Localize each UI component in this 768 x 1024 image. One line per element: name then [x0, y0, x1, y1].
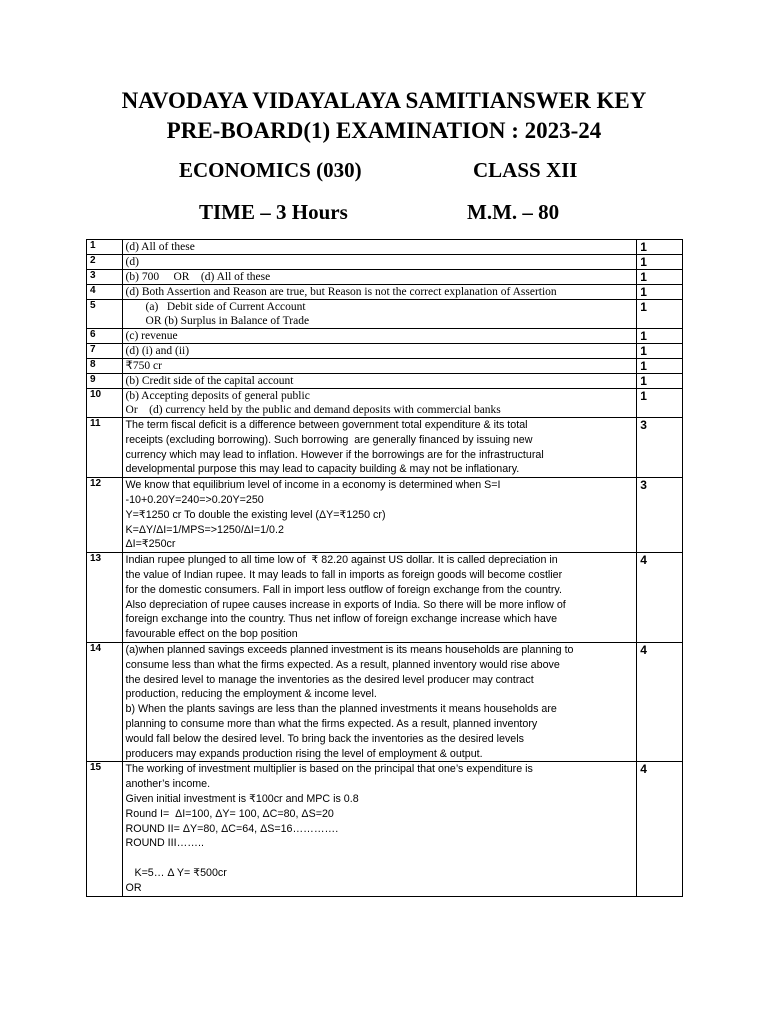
answer-line: (d) (i) and (ii) — [125, 345, 190, 357]
question-number: 10 — [87, 389, 123, 418]
answer-row — [87, 642, 683, 761]
answer-line: (b) Credit side of the capital account — [125, 375, 294, 387]
answer-line: We know that equilibrium level of income in a economy is determined when S=I — [125, 479, 501, 492]
answer-line: producers may expands production rising the level of employment & output. — [125, 747, 483, 760]
document-title-line-2: PRE-BOARD(1) EXAMINATION : 2023-24 — [166, 118, 602, 143]
marks-value: 4 — [637, 762, 683, 896]
time-label: TIME – 3 Hours — [199, 200, 348, 224]
answer-text — [122, 642, 637, 761]
answer-line: favourable effect on the bop position — [125, 628, 298, 641]
answer-line: another’s income. — [125, 778, 211, 791]
answer-row — [87, 374, 683, 389]
answer-line: Indian rupee plunged to all time low of ₹ 82.20 against US dollar. It is called depreciation in — [125, 554, 558, 567]
answer-line: would fall below the desired level. To bring back the inventories as the desired levels — [125, 732, 524, 745]
document-title-line-1: NAVODAYA VIDAYALAYA SAMITIANSWER KEY — [121, 88, 647, 113]
answer-line: (a) Debit side of Current Account — [145, 301, 306, 313]
answer-line: developmental purpose this may lead to capacity building & may not be inflationary. — [125, 463, 520, 476]
answer-line: ₹750 cr — [125, 360, 162, 372]
question-number: 5 — [87, 300, 123, 329]
answer-line: OR — [125, 881, 142, 894]
answer-row — [87, 418, 683, 478]
marks-value: 1 — [637, 374, 683, 389]
answer-line: (a)when planned savings exceeds planned investment is its means households are planning to — [125, 643, 574, 656]
marks-value: 3 — [637, 478, 683, 553]
answer-line: -10+0.20Y=240=>0.20Y=250 — [125, 493, 264, 506]
answer-row — [87, 344, 683, 359]
answer-line: currency which may lead to inflation. However if the borrowings are for the infrastructural — [125, 448, 544, 461]
answer-line: ROUND II= ΔY=80, ΔC=64, ΔS=16…………. — [125, 822, 339, 835]
question-number: 1 — [87, 240, 123, 255]
question-number: 15 — [87, 762, 123, 896]
answer-line: production, reducing the employment & income level. — [125, 688, 377, 701]
answer-line: Round I= ΔI=100, ΔY= 100, ΔC=80, ΔS=20 — [125, 807, 334, 820]
question-number: 2 — [87, 255, 123, 270]
answer-row — [87, 359, 683, 374]
answer-text — [122, 359, 637, 374]
marks-value: 4 — [637, 642, 683, 761]
answer-line: (d) Both Assertion and Reason are true, but Reason is not the correct explanation of Assertion — [125, 286, 557, 298]
answer-line: (b) 700 OR (d) All of these — [125, 271, 271, 283]
answer-text — [122, 553, 637, 643]
max-marks-label: M.M. – 80 — [467, 200, 560, 224]
answer-text — [122, 329, 637, 344]
answer-text — [122, 300, 637, 329]
answer-text — [122, 344, 637, 359]
marks-value: 1 — [637, 240, 683, 255]
answer-line: consume less than what the firms expected. As a result, planned inventory would rise above — [125, 658, 560, 671]
question-number: 6 — [87, 329, 123, 344]
answer-text — [122, 374, 637, 389]
answer-line: Y=₹1250 cr To double the existing level (ΔY=₹1250 cr) — [125, 508, 386, 521]
answer-row — [87, 300, 683, 329]
answer-line: the desired level to manage the inventories as the desired level producer may contract — [125, 673, 534, 686]
answer-line: K=5… Δ Y= ₹500cr — [125, 866, 227, 879]
question-number: 13 — [87, 553, 123, 643]
answer-row — [87, 329, 683, 344]
answer-row — [87, 762, 683, 896]
answer-text — [122, 285, 637, 300]
answer-text — [122, 389, 637, 418]
marks-value: 1 — [637, 359, 683, 374]
question-number: 11 — [87, 418, 123, 478]
answer-row — [87, 285, 683, 300]
marks-value: 1 — [637, 300, 683, 329]
answer-text — [122, 418, 637, 478]
marks-value: 1 — [637, 255, 683, 270]
marks-value: 4 — [637, 553, 683, 643]
answer-text — [122, 240, 637, 255]
answer-text — [122, 478, 637, 553]
marks-value: 1 — [637, 329, 683, 344]
question-number: 9 — [87, 374, 123, 389]
answer-line: The term fiscal deficit is a difference between government total expenditure & its total — [125, 419, 528, 431]
answer-row — [87, 270, 683, 285]
class-label: CLASS XII — [473, 158, 578, 182]
answer-text — [122, 255, 637, 270]
marks-value: 1 — [637, 344, 683, 359]
answer-line: Given initial investment is ₹100cr and MPC is 0.8 — [125, 792, 359, 805]
marks-value: 1 — [637, 285, 683, 300]
answer-line: Or (d) currency held by the public and demand deposits with commercial banks — [125, 404, 501, 416]
answer-line: The working of investment multiplier is based on the principal that one’s expenditure is — [125, 763, 533, 776]
answer-line — [126, 851, 634, 866]
answer-row — [87, 240, 683, 255]
answer-line: (b) Accepting deposits of general public — [125, 390, 310, 402]
answer-line: OR (b) Surplus in Balance of Trade — [145, 315, 310, 327]
answer-line: planning to consume more than what the firms expected. As a result, planned inventory — [125, 717, 538, 730]
marks-value: 1 — [637, 270, 683, 285]
answer-line: ΔI=₹250cr — [125, 538, 176, 551]
answer-text — [122, 270, 637, 285]
answer-text — [122, 762, 637, 896]
question-number: 3 — [87, 270, 123, 285]
marks-value: 3 — [637, 418, 683, 478]
answer-line: b) When the plants savings are less than the planned investments it means households are — [125, 703, 557, 716]
answer-line: (d) — [125, 256, 139, 268]
subject-label: ECONOMICS (030) — [179, 158, 362, 182]
question-number: 7 — [87, 344, 123, 359]
answer-row — [87, 389, 683, 418]
question-number: 12 — [87, 478, 123, 553]
answer-line: foreign exchange into the country. Thus net inflow of foreign exchange increase which have — [125, 613, 558, 626]
question-number: 8 — [87, 359, 123, 374]
question-number: 4 — [87, 285, 123, 300]
answer-line: (c) revenue — [125, 330, 178, 342]
answer-line: K=ΔY/ΔI=1/MPS=>1250/ΔI=1/0.2 — [125, 523, 284, 536]
answer-line: the value of Indian rupee. It may leads to fall in imports as foreign goods will become costlier — [125, 568, 563, 581]
answer-line: Also depreciation of rupee causes increase in exports of India. So there will be more inflow of — [125, 598, 566, 611]
question-number: 14 — [87, 642, 123, 761]
answer-row — [87, 255, 683, 270]
answer-key-body — [87, 240, 683, 897]
answer-line: (d) All of these — [125, 241, 195, 253]
answer-line: ROUND III…….. — [125, 837, 204, 850]
marks-value: 1 — [637, 389, 683, 418]
answer-key-table — [86, 239, 683, 897]
answer-line: receipts (excluding borrowing). Such borrowing are generally financed by issuing new — [125, 433, 533, 446]
answer-row — [87, 478, 683, 553]
answer-line: for the domestic consumers. Fall in import less outflow of foreign exchange from the country. — [125, 583, 562, 596]
answer-row — [87, 553, 683, 643]
